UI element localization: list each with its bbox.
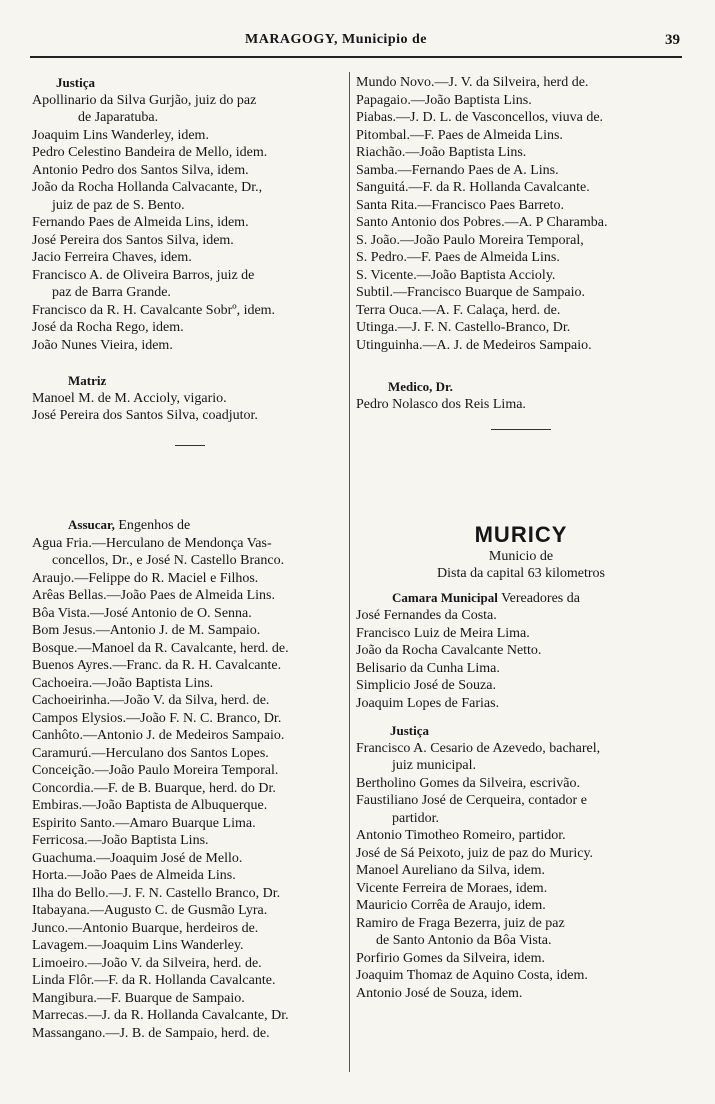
list-item: Santa Rita.—Francisco Paes Barreto.: [356, 197, 565, 213]
running-title: MARAGOGY, Municipio de: [245, 32, 427, 47]
section-heading: Matriz: [68, 373, 107, 388]
section-heading-rest: Engenhos de: [118, 518, 191, 533]
list-item: Itabayana.—Augusto C. de Gusmão Lyra.: [32, 903, 268, 918]
list-item: Antonio Pedro dos Santos Silva, idem.: [32, 162, 249, 178]
list-item: Bertholino Gomes da Silveira, escrivão.: [356, 775, 580, 791]
list-item: Papagaio.—João Baptista Lins.: [356, 92, 532, 108]
section-heading-row: [32, 516, 348, 535]
list-item: de Japaratuba.: [78, 110, 159, 125]
section-heading-rest: Vereadores da: [501, 590, 580, 606]
list-item: Manoel Aureliano da Silva, idem.: [356, 863, 545, 878]
list-item: Junco.—Antonio Buarque, herdeiros de.: [32, 920, 259, 936]
list-item: Bôa Vista.—José Antonio de O. Senna.: [32, 605, 252, 621]
list-item: Utinguinha.—A. J. de Medeiros Sampaio.: [356, 337, 592, 353]
list-item: Samba.—Fernando Paes de A. Lins.: [356, 162, 559, 178]
list-item: José Fernandes da Costa.: [356, 608, 497, 623]
list-item: João Nunes Vieira, idem.: [32, 337, 173, 353]
list-item: S. Pedro.—F. Paes de Almeida Lins.: [356, 250, 560, 265]
list-item: Belisario da Cunha Lima.: [356, 660, 500, 676]
engenhos-continuation: [356, 74, 686, 354]
list-item: Joaquim Lins Wanderley, idem.: [32, 127, 209, 143]
list-item: Utinga.—J. F. N. Castello-Branco, Dr.: [356, 320, 571, 335]
list-item: Joaquim Lopes de Farias.: [356, 695, 500, 711]
section-heading: Medico, Dr.: [388, 379, 453, 394]
list-item: Lavagem.—Joaquim Lins Wanderley.: [32, 938, 244, 953]
list-item: Subtil.—Francisco Buarque de Sampaio.: [356, 285, 586, 300]
list-item: Porfirio Gomes da Silveira, idem.: [356, 950, 545, 966]
assucar-section: [32, 516, 348, 1042]
list-item: Conceição.—João Paulo Moreira Temporal.: [32, 763, 279, 778]
list-item: José da Rocha Rego, idem.: [32, 320, 184, 335]
list-item: Mangibura.—F. Buarque de Sampaio.: [32, 990, 245, 1006]
list-item: Cachoeira.—João Baptista Lins.: [32, 675, 214, 691]
list-item: concellos, Dr., e José N. Castello Branco.: [52, 553, 285, 568]
camara-heading-row: [356, 589, 686, 608]
list-item: Francisco Luiz de Meira Lima.: [356, 625, 530, 641]
list-item: Mundo Novo.—J. V. da Silveira, herd de.: [356, 75, 589, 90]
header-rule: [30, 56, 682, 58]
section-heading: Assucar,: [68, 517, 115, 532]
list-item: Concordia.—F. de B. Buarque, herd. do Dr.: [32, 780, 276, 796]
list-item: Ilha do Bello.—J. F. N. Castello Branco, Dr.: [32, 885, 281, 901]
page-number: 39: [665, 32, 680, 48]
list-item: Mauricio Corrêa de Araujo, idem.: [356, 898, 546, 913]
list-item: Francisco da R. H. Cavalcante Sobrº, idem.: [32, 302, 276, 318]
list-item: Cachoeirinha.—João V. da Silva, herd. de.: [32, 693, 270, 708]
municipality-subtitle: Municio de: [488, 548, 554, 564]
list-item: Buenos Ayres.—Franc. da R. H. Cavalcante.: [32, 658, 282, 673]
column-divider: [349, 72, 350, 1072]
list-item: Francisco A. Cesario de Azevedo, bacharel,: [356, 740, 601, 756]
section-heading: Camara Municipal: [392, 589, 498, 605]
list-item: juiz municipal.: [392, 758, 476, 773]
section-heading: Justiça: [56, 75, 95, 90]
list-item: Manoel M. de M. Accioly, vigario.: [32, 390, 227, 406]
list-item: Massangano.—J. B. de Sampaio, herd. de.: [32, 1025, 270, 1041]
list-item: Horta.—João Paes de Almeida Lins.: [32, 868, 236, 883]
medico-section: [356, 378, 686, 430]
list-item: Ferricosa.—João Baptista Lins.: [32, 833, 209, 848]
list-item: Canhôto.—Antonio J. de Medeiros Sampaio.: [32, 728, 285, 743]
list-item: João da Rocha Hollanda Calvacante, Dr.,: [32, 180, 263, 195]
section-divider: [491, 429, 551, 430]
list-item: juiz de paz de S. Bento.: [52, 197, 185, 213]
list-item: Araujo.—Felippe do R. Maciel e Filhos.: [32, 570, 259, 586]
municipality-title: MURICY: [474, 522, 568, 547]
list-item: Agua Fria.—Herculano de Mendonça Vas-: [32, 535, 272, 551]
list-item: Antonio José de Souza, idem.: [356, 985, 523, 1001]
justica-section: [32, 74, 348, 354]
list-item: Pedro Celestino Bandeira de Mello, idem.: [32, 145, 268, 160]
list-item: partidor.: [392, 810, 440, 826]
list-item: Piabas.—J. D. L. de Vasconcellos, viuva de.: [356, 110, 604, 125]
list-item: paz de Barra Grande.: [52, 285, 171, 300]
list-item: Caramurú.—Herculano dos Santos Lopes.: [32, 745, 269, 761]
list-item: Bosque.—Manoel da R. Cavalcante, herd. de.: [32, 640, 289, 656]
list-item: Pitombal.—F. Paes de Almeida Lins.: [356, 127, 563, 143]
list-item: S. João.—João Paulo Moreira Temporal,: [356, 232, 584, 248]
list-item: Marrecas.—J. da R. Hollanda Cavalcante, Dr.: [32, 1008, 289, 1023]
list-item: Francisco A. de Oliveira Barros, juiz de: [32, 267, 255, 283]
list-item: José Pereira dos Santos Silva, coadjutor.: [32, 408, 258, 423]
list-item: S. Vicente.—João Baptista Accioly.: [356, 267, 556, 283]
list-item: Vicente Ferreira de Moraes, idem.: [356, 880, 548, 896]
list-item: João da Rocha Cavalcante Netto.: [356, 643, 542, 658]
list-item: Faustiliano José de Cerqueira, contador e: [356, 793, 587, 808]
list-item: Ramiro de Fraga Bezerra, juiz de paz: [356, 915, 565, 931]
list-item: Espirito Santo.—Amaro Buarque Lima.: [32, 815, 256, 831]
list-item: de Santo Antonio da Bôa Vista.: [376, 933, 552, 948]
list-item: Arêas Bellas.—João Paes de Almeida Lins.: [32, 588, 276, 603]
list-item: Campos Elysios.—João F. N. C. Branco, Dr.: [32, 710, 282, 726]
list-item: Apollinario da Silva Gurjão, juiz do paz: [32, 92, 257, 108]
list-item: Guachuma.—Joaquim José de Mello.: [32, 850, 243, 866]
list-item: Linda Flôr.—F. da R. Hollanda Cavalcante.: [32, 973, 276, 988]
list-item: Limoeiro.—João V. da Silveira, herd. de.: [32, 955, 262, 971]
distance-note: Dista da capital 63 kilometros: [437, 566, 605, 581]
list-item: Bom Jesus.—Antonio J. de M. Sampaio.: [32, 623, 261, 638]
list-item: Simplicio José de Souza.: [356, 678, 496, 693]
list-item: Fernando Paes de Almeida Lins, idem.: [32, 215, 249, 230]
muricy-section: [356, 522, 686, 1002]
section-heading: Justiça: [390, 723, 429, 738]
list-item: Pedro Nolasco dos Reis Lima.: [356, 396, 526, 412]
list-item: Sanguitá.—F. da R. Hollanda Cavalcante.: [356, 180, 590, 195]
section-divider: [175, 445, 205, 446]
list-item: Santo Antonio dos Pobres.—A. P Charamba.: [356, 215, 608, 230]
page-header: [30, 32, 680, 54]
list-item: Antonio Timotheo Romeiro, partidor.: [356, 828, 566, 843]
list-item: Terra Ouca.—A. F. Calaça, herd. de.: [356, 302, 561, 318]
list-item: José Pereira dos Santos Silva, idem.: [32, 232, 234, 248]
list-item: José de Sá Peixoto, juiz de paz do Muricy.: [356, 845, 594, 861]
list-item: Jacio Ferreira Chaves, idem.: [32, 250, 192, 265]
list-item: Embiras.—João Baptista de Albuquerque.: [32, 798, 268, 813]
list-item: Riachão.—João Baptista Lins.: [356, 145, 527, 160]
list-item: Joaquim Thomaz de Aquino Costa, idem.: [356, 968, 588, 983]
matriz-section: [32, 372, 348, 446]
